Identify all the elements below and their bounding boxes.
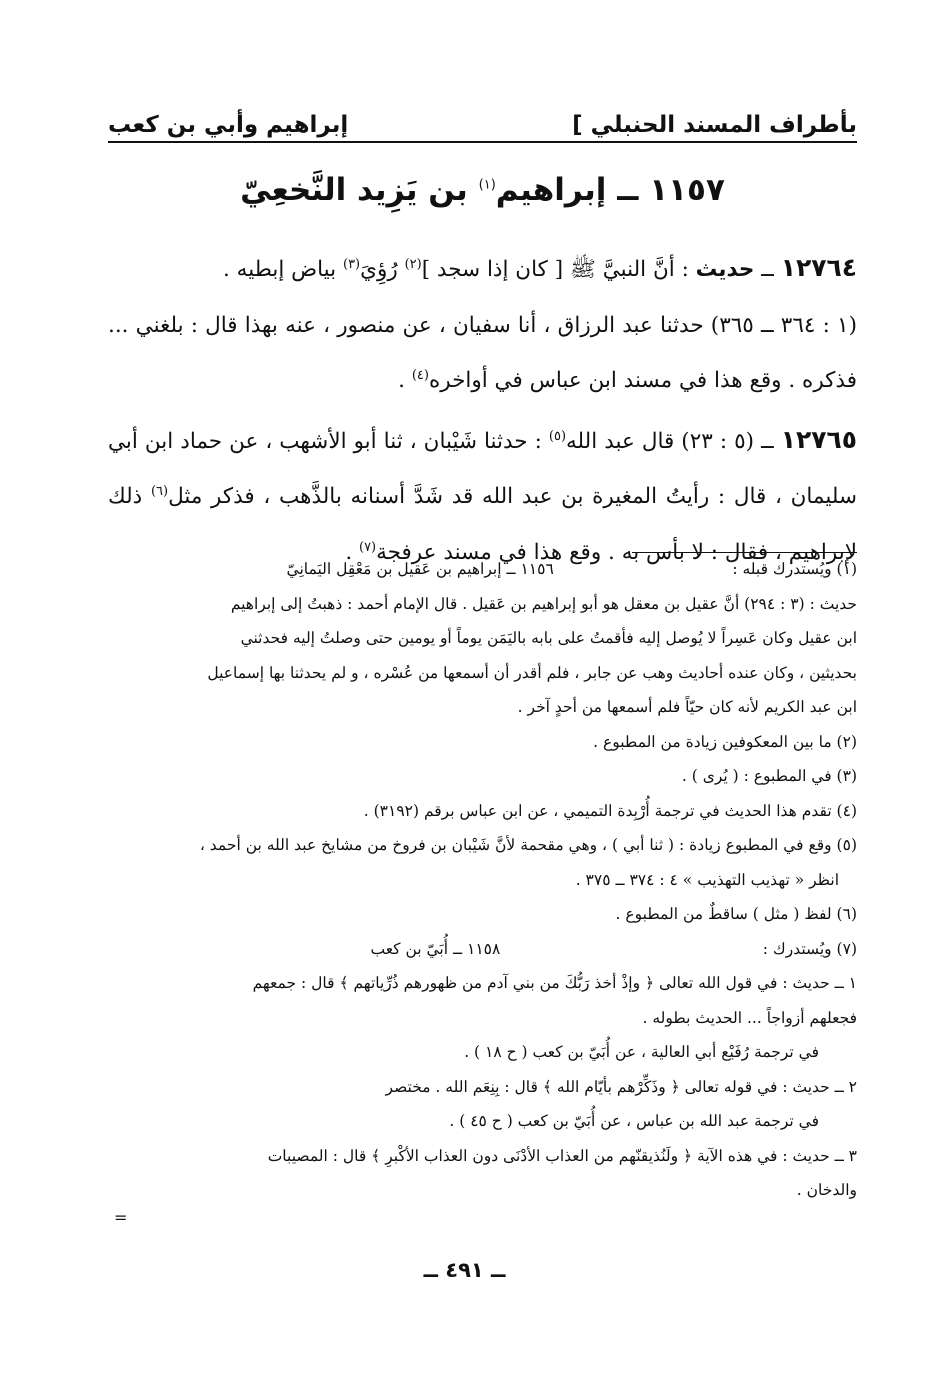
header-book-title: بأطراف المسند الحنبلي ] (572, 112, 857, 138)
footnote-ref: (٢) (404, 257, 422, 272)
hadith-text: ذلك لإبراهيم ، فقال : لا بأس به . وقع هذا في مسند عرفجة (108, 484, 857, 565)
continuation-mark: = (114, 1208, 128, 1227)
footnote-line: ١ ــ حديث : في قول الله تعالى ﴿ وإذْ أخذ رَبُّكَ من بني آدم من ظهورهم ذُرِّياتهم ﴾ قال : جمعهم (252, 974, 857, 992)
footnote-heading (108, 932, 857, 967)
footnote-title: ١١٥٨ ــ أُبَيّ بن كعب (370, 939, 501, 958)
footnote-ref: (٥) (548, 429, 567, 445)
footnote-citation: في ترجمة عبد الله بن عباس ، عن أُبَيّ بن كعب ( ح ٤٥ ) . (449, 1112, 819, 1130)
page-number: ــ ٤٩١ ــ (423, 1258, 506, 1282)
hadith-text: : حدثنا شَيْبان ، ثنا أبو الأشهب ، عن حماد ابن أبي سليمان ، قال : رأيتُ المغيرة بن عبد الله قد شَدَّ أسنانه بالذَّهب ، فذكر مثل (108, 429, 857, 510)
footnote-ref: (٦) (150, 484, 169, 500)
footnote-line: ابن عبد الكريم لأنه كان حيّاً فلم أسمعها من أحدٍ آخر . (517, 698, 857, 716)
chapter-title (108, 172, 857, 208)
hadith-label: حديث (695, 257, 755, 283)
footnote-ref: (١) (478, 177, 496, 193)
footnote-heading (108, 552, 857, 587)
footnote-line: بحديثين ، وكان عنده أحاديث وهب عن جابر ، فلم أقدر أن أسمعها من عُسْره ، و لم يحدثنا بها إسماعيل (207, 663, 857, 682)
footnote-4: (٤) تقدم هذا الحديث في ترجمة أُرْبِدة التميمي ، عن ابن عباس برقم (٣١٩٢) . (363, 801, 857, 820)
footnote-citation: في ترجمة رُفَيْع أبي العالية ، عن أُبَيّ بن كعب ( ح ١٨ ) . (464, 1043, 819, 1061)
source-text: . (398, 368, 412, 394)
footnote-line: ابن عقيل وكان عَسِراً لا يُوصل إليه فأقمتُ على بابه باليَمَن يوماً أو يومين حتى وصلتُ إليه فحدثني (240, 629, 857, 647)
footnote-lead: (١) ويُستدرك قبله : (732, 560, 857, 578)
running-header (108, 96, 857, 138)
footnote-lead: (٧) ويُستدرك : (762, 939, 857, 958)
footnote-line: ٣ ــ حديث : في هذه الآية ﴿ ولَنُذيقنّهم من العذاب الأدْنَى دون العذاب الأكْبرِ ﴾ قال : المصيبات (267, 1146, 857, 1165)
hadith-text: ــ (٥ : ٢٣) قال عبد الله (566, 429, 781, 455)
main-text (108, 240, 857, 578)
footnote-line: والدخان . (796, 1181, 857, 1199)
footnote-line: حديث : (٣ : ٢٩٤) أنَّ عقيل بن معقل هو أبو إبراهيم بن عَقيل . قال الإمام أحمد : ذهبتُ إلى إبراهيم (230, 594, 857, 613)
hadith-number: ١٢٧٦٤ (780, 253, 857, 283)
hadith-12764-source (108, 301, 857, 406)
header-rule (108, 141, 857, 143)
header-chapter-title: إبراهيم وأبي بن كعب (108, 112, 349, 138)
footnote-5 (108, 828, 857, 897)
footnote-3: (٣) في المطبوع : ( يُرى ) . (681, 767, 857, 785)
footnote-ref: (٣) (342, 257, 361, 272)
source-text: (١ : ٣٦٤ ــ ٣٦٥) حدثنا عبد الرزاق ، أنا سفيان ، عن منصور ، عنه بهذا قال : بلغني ... فذكره . وقع هذا في مسند ابن عباس في أواخره (108, 313, 857, 394)
footnote-line: انظر « تهذيب التهذيب » ٤ : ٣٧٤ ــ ٣٧٥ . (575, 870, 839, 889)
footnote-line: (٥) وقع في المطبوع زيادة : ( ثنا أبي ) ، وهي مقحمة لأنَّ شَيْبان بن فروخ من مشايخ عبد الله بن أحمد ، (199, 836, 857, 854)
hadith-text: . (345, 539, 359, 565)
footnotes (108, 552, 857, 1208)
footnote-2: (٢) ما بين المعكوفين زيادة من المطبوع . (593, 732, 857, 751)
hadith-text: ــ (754, 257, 781, 283)
hadith-text: رُؤِيَ (360, 257, 405, 283)
chapter-title-pre: ١١٥٧ ــ إبراهيم (495, 172, 725, 208)
footnote-1 (108, 552, 857, 725)
footnote-ref: (٤) (411, 368, 429, 384)
chapter-title-post: بن يَزِيد النَّخعِيّ (240, 172, 479, 208)
hadith-text: بياض إبطيه . (223, 257, 343, 283)
footnote-line: فجعلهم أزواجاً ... الحديث بطوله . (642, 1008, 857, 1027)
hadith-12764 (108, 240, 857, 295)
footnote-line: ٢ ــ حديث : في قوله تعالى ﴿ وذَكِّرْهم بأيّام الله ﴾ قال : بِنِعَم الله . مختصر (385, 1077, 857, 1096)
footnote-ref: (٧) (358, 539, 377, 555)
footnote-7 (108, 932, 857, 1208)
hadith-number: ١٢٧٦٥ (780, 425, 857, 455)
footnote-title: ١١٥٦ ــ إبراهيم بن عَقيل بن مَعْقِل اليَمانِيّ (286, 560, 554, 578)
hadith-text: : أنَّ النبيَّ ﷺ [ كان إذا سجد ] (421, 257, 696, 283)
footnote-6: (٦) لفظ ( مثل ) ساقطٌ من المطبوع . (615, 905, 857, 923)
